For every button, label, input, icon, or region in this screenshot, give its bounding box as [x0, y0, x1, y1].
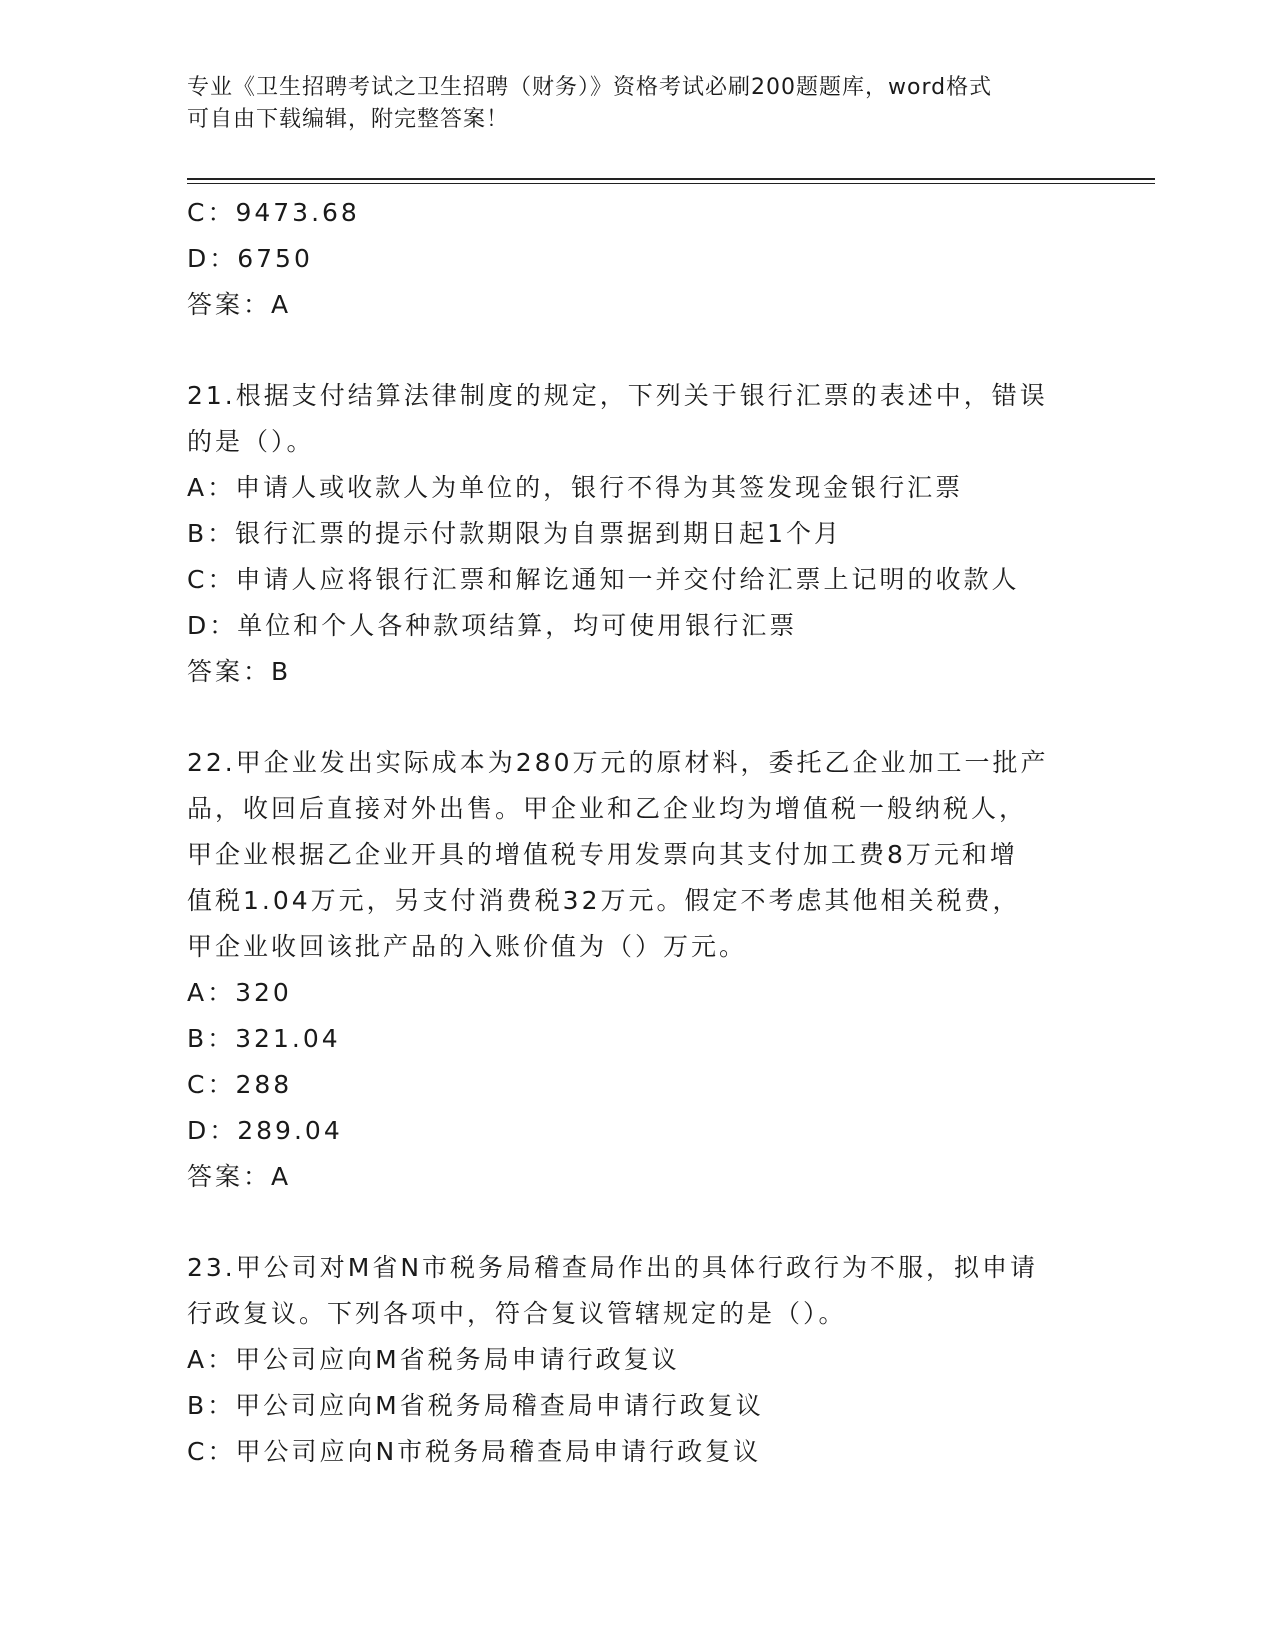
- document-header: [187, 72, 1067, 136]
- option-d: D：289.04: [187, 1116, 343, 1145]
- previous-question-tail: [187, 190, 1087, 328]
- question-text-line: 21.根据支付结算法律制度的规定，下列关于银行汇票的表述中，错误: [187, 381, 1048, 410]
- question-text-line: 行政复议。下列各项中，符合复议管辖规定的是（）。: [187, 1299, 847, 1328]
- question-text-line: 甲企业根据乙企业开具的增值税专用发票向其支付加工费8万元和增: [187, 840, 1018, 869]
- option-c: C：288: [187, 1070, 293, 1099]
- question-text-line: 的是（）。: [187, 427, 315, 456]
- option-a: A：320: [187, 978, 292, 1007]
- answer: 答案：B: [187, 657, 292, 686]
- option-b: B：银行汇票的提示付款期限为自票据到期日起1个月: [187, 519, 843, 548]
- option-d: D：6750: [187, 244, 313, 273]
- document-body: [187, 190, 1087, 1475]
- header-line-1: 专业《卫生招聘考试之卫生招聘（财务）》资格考试必刷200题题库，word格式: [187, 75, 993, 100]
- option-b: B：甲公司应向M省税务局稽查局申请行政复议: [187, 1391, 764, 1420]
- option-c: C：申请人应将银行汇票和解讫通知一并交付给汇票上记明的收款人: [187, 565, 1020, 594]
- option-a: A：申请人或收款人为单位的，银行不得为其签发现金银行汇票: [187, 473, 964, 502]
- question-23: [187, 1245, 1087, 1475]
- header-rule-thin: [187, 183, 1155, 184]
- question-text-line: 甲企业收回该批产品的入账价值为（）万元。: [187, 932, 748, 961]
- option-d: D：单位和个人各种款项结算，均可使用银行汇票: [187, 611, 798, 640]
- question-text-line: 22.甲企业发出实际成本为280万元的原材料，委托乙企业加工一批产: [187, 748, 1049, 777]
- question-text-line: 23.甲公司对M省N市税务局稽查局作出的具体行政行为不服，拟申请: [187, 1253, 1039, 1282]
- option-c: C：甲公司应向N市税务局稽查局申请行政复议: [187, 1437, 762, 1466]
- option-c: C：9473.68: [187, 198, 360, 227]
- option-a: A：甲公司应向M省税务局申请行政复议: [187, 1345, 680, 1374]
- question-text-line: 品，收回后直接对外出售。甲企业和乙企业均为增值税一般纳税人，: [187, 794, 1028, 823]
- header-line-2: 可自由下载编辑，附完整答案！: [187, 107, 510, 132]
- question-22: [187, 740, 1087, 1200]
- header-rule-thick: [187, 178, 1155, 180]
- question-text-line: 值税1.04万元，另支付消费税32万元。假定不考虑其他相关税费，: [187, 886, 1021, 915]
- option-b: B：321.04: [187, 1024, 341, 1053]
- answer: 答案：A: [187, 290, 292, 319]
- answer: 答案：A: [187, 1162, 292, 1191]
- question-21: [187, 373, 1087, 695]
